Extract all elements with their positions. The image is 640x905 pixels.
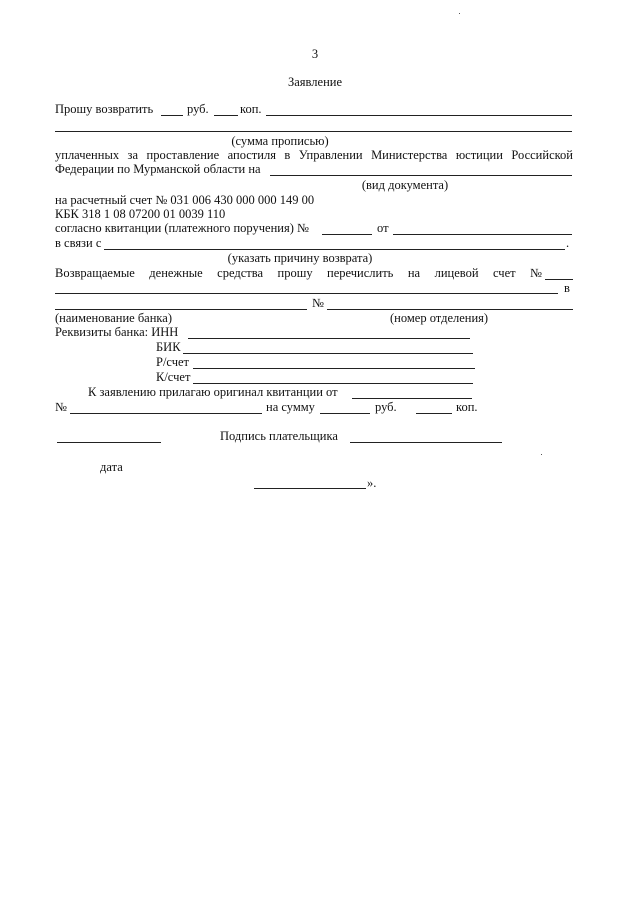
kop-label: коп. (240, 102, 262, 116)
personal-account-field (545, 279, 573, 280)
kbk-text: КБК 318 1 08 07200 01 0039 110 (55, 207, 226, 221)
reason-caption: (указать причину возврата) (227, 251, 373, 265)
date-field-close: ». (367, 476, 377, 490)
transfer-request-text: Возвращаемые денежные средства прошу перечислить на лицевой счет № (55, 266, 542, 280)
branch-number-caption: (номер отделения) (390, 311, 489, 325)
amount-words-caption: (сумма прописью) (231, 134, 329, 148)
attach-receipt-text: К заявлению прилагаю оригинал квитанции от (88, 385, 338, 399)
on-sum-label: на сумму (266, 400, 315, 414)
receipt-from-label: от (377, 221, 389, 235)
bank-inn-label: Реквизиты банка: ИНН (55, 325, 179, 339)
amount-words-field (266, 115, 572, 116)
ks-field (193, 383, 473, 384)
bank-name-caption: (наименование банка) (55, 311, 173, 325)
bank-inn-field (188, 338, 470, 339)
personal-account-field-continued (55, 293, 558, 294)
ks-label: К/счет (156, 370, 191, 384)
receipt-number-text: согласно квитанции (платежного поручения) № (55, 221, 309, 235)
scan-speck (459, 13, 460, 14)
paid-for-apostille-text: уплаченных за проставление апостиля в Управлении Министерства юстиции Российской (55, 148, 573, 162)
rs-field (193, 368, 475, 369)
document-type-caption: (вид документа) (361, 178, 449, 192)
branch-number-sign: № (312, 296, 324, 310)
bank-name-field (55, 309, 307, 310)
amount-words-field-continued (55, 131, 572, 132)
sum-rub-label: руб. (375, 400, 397, 414)
date-signature-field (57, 442, 161, 443)
scan-speck (541, 454, 542, 455)
bik-field (183, 353, 473, 354)
sum-receipt-number-field (70, 413, 262, 414)
rub-amount-field (161, 115, 183, 116)
sum-rub-field (320, 413, 370, 414)
sum-number-sign: № (55, 400, 67, 414)
receipt-number-field (322, 234, 372, 235)
sum-kop-label: коп. (456, 400, 478, 414)
page-number: 3 (311, 47, 319, 61)
reason-prefix-text: в связи с (55, 236, 102, 250)
account-number-text: на расчетный счет № 031 006 430 000 000 149 00 (55, 193, 315, 207)
receipt-date-field (393, 234, 572, 235)
attach-date-field (352, 398, 472, 399)
reason-period: . (566, 236, 570, 250)
branch-number-field (327, 309, 573, 310)
sum-kop-field (416, 413, 452, 414)
return-request-text: Прошу возвратить (55, 102, 154, 116)
date-label: дата (100, 460, 123, 474)
kop-amount-field (214, 115, 238, 116)
document-title: Заявление (287, 75, 342, 89)
rs-label: Р/счет (156, 355, 190, 369)
document-type-field (270, 175, 572, 176)
rub-label: руб. (187, 102, 209, 116)
in-bank-label: в (564, 281, 570, 295)
paid-for-apostille-text-2: Федерации по Мурманской области на (55, 162, 261, 176)
payer-signature-label: Подпись плательщика (220, 429, 338, 443)
payer-signature-field (350, 442, 502, 443)
date-field (254, 488, 366, 489)
reason-field (104, 249, 565, 250)
bik-label: БИК (156, 340, 181, 354)
